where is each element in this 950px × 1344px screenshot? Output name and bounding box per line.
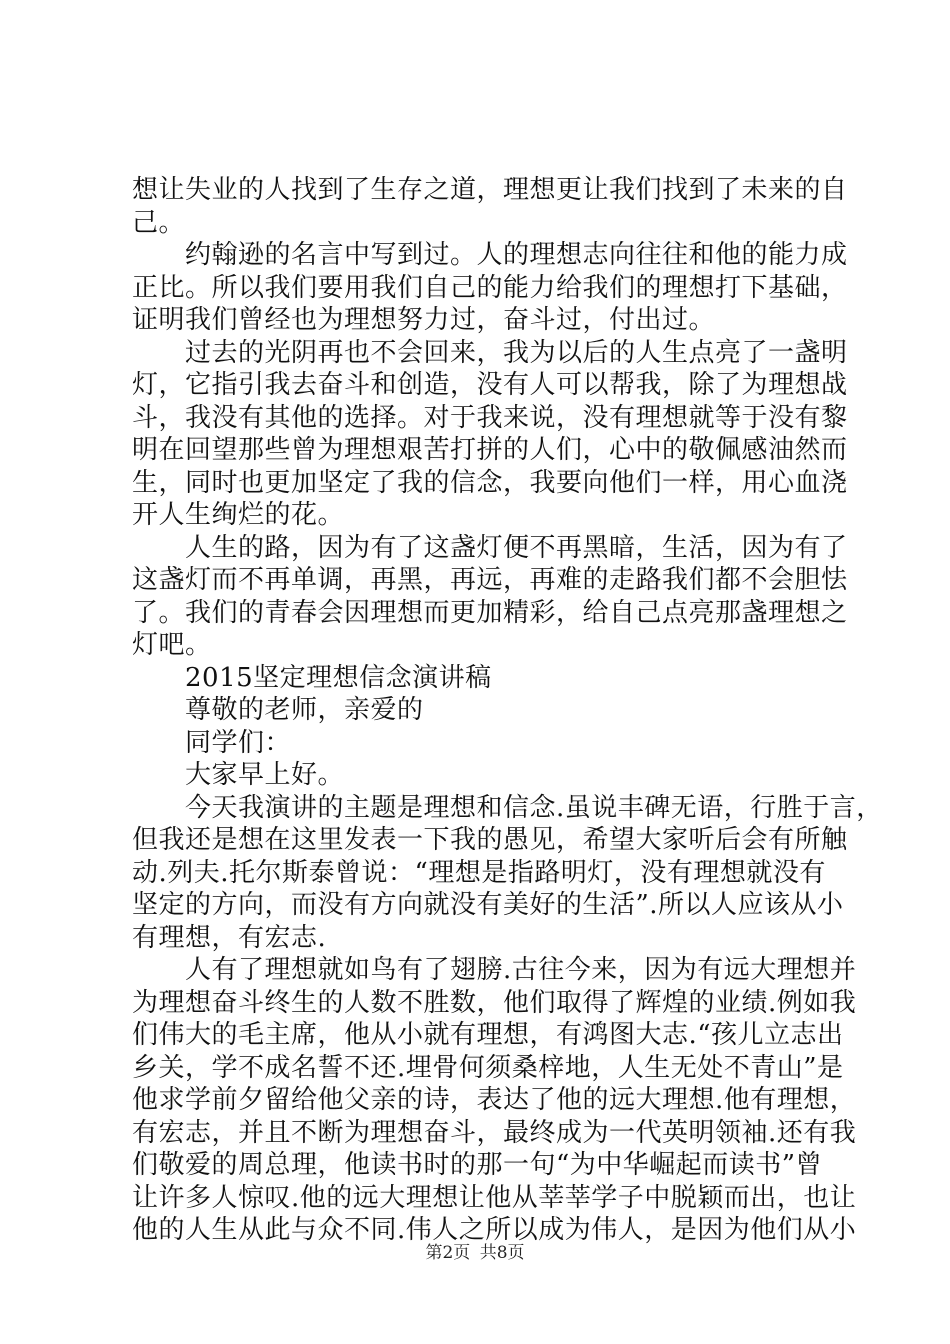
text-line: 生，同时也更加坚定了我的信念，我要向他们一样，用心血浇 [132, 467, 848, 498]
text-line: 他的人生从此与众不同.伟人之所以成为伟人，是因为他们从小 [132, 1215, 857, 1245]
text-line: 有宏志，并且不断为理想奋斗，最终成为一代英明领袖.还有我 [132, 1117, 857, 1148]
text-line: 斗，我没有其他的选择。对于我来说，没有理想就等于没有黎 [132, 402, 848, 433]
text-line: 人有了理想就如鸟有了翅膀.古往今来，因为有远大理想并 [132, 955, 857, 985]
text-line: 动.列夫.托尔斯泰曾说：“理想是指路明灯，没有理想就没有 [132, 857, 826, 888]
text-line: 让许多人惊叹.他的远大理想让他从莘莘学子中脱颖而出，也让 [132, 1182, 857, 1213]
text-line: 这盏灯而不再单调，再黑，再远，再难的走路我们都不会胆怯 [132, 565, 848, 595]
page-number: 第2页 [425, 1243, 471, 1263]
text-line: 乡关，学不成名誓不还.埋骨何须桑梓地，人生无处不青山”是 [132, 1052, 844, 1083]
text-line: 们敬爱的周总理，他读书时的那一句“为中华崛起而读书”曾 [132, 1150, 823, 1180]
text-line: 人生的路，因为有了这盏灯便不再黑暗，生活，因为有了 [132, 532, 848, 563]
text-line: 灯吧。 [132, 630, 212, 660]
page-footer [0, 1243, 950, 1263]
text-line: 明在回望那些曾为理想艰苦打拼的人们，心中的敬佩感油然而 [132, 435, 848, 465]
text-line: 过去的光阴再也不会回来，我为以后的人生点亮了一盏明 [132, 337, 848, 368]
text-line: 灯，它指引我去奋斗和创造，没有人可以帮我，除了为理想战 [132, 370, 848, 400]
text-line: 了。我们的青春会因理想而更加精彩，给自己点亮那盏理想之 [132, 597, 848, 628]
text-line: 约翰逊的名言中写到过。人的理想志向往往和他的能力成 [132, 240, 848, 270]
text-line: 今天我演讲的主题是理想和信念.虽说丰碑无语，行胜于言， [132, 792, 883, 823]
text-line: 同学们： [132, 727, 292, 758]
text-line: 开人生绚烂的花。 [132, 500, 345, 530]
text-line: 己。 [132, 207, 186, 238]
text-line: 他求学前夕留给他父亲的诗，表达了他的远大理想.他有理想， [132, 1085, 857, 1115]
text-line: 想让失业的人找到了生存之道，理想更让我们找到了未来的自 [132, 175, 848, 205]
document-body [132, 174, 883, 1247]
text-line: 但我还是想在这里发表一下我的愚见，希望大家听后会有所触 [132, 825, 848, 855]
text-line: 们伟大的毛主席，他从小就有理想，有鸿图大志.“孩儿立志出 [132, 1020, 844, 1050]
page-total: 共8页 [479, 1243, 525, 1263]
text-line: 2015坚定理想信念演讲稿 [132, 662, 492, 693]
text-line: 为理想奋斗终生的人数不胜数，他们取得了辉煌的业绩.例如我 [132, 987, 857, 1018]
text-line: 有理想，有宏志. [132, 922, 327, 953]
text-line: 证明我们曾经也为理想努力过，奋斗过，付出过。 [132, 305, 716, 335]
text-line: 坚定的方向，而没有方向就没有美好的生活”.所以人应该从小 [132, 890, 844, 920]
text-line: 尊敬的老师，亲爱的 [132, 695, 424, 725]
text-line: 正比。所以我们要用我们自己的能力给我们的理想打下基础， [132, 272, 848, 303]
text-line: 大家早上好。 [132, 760, 345, 790]
